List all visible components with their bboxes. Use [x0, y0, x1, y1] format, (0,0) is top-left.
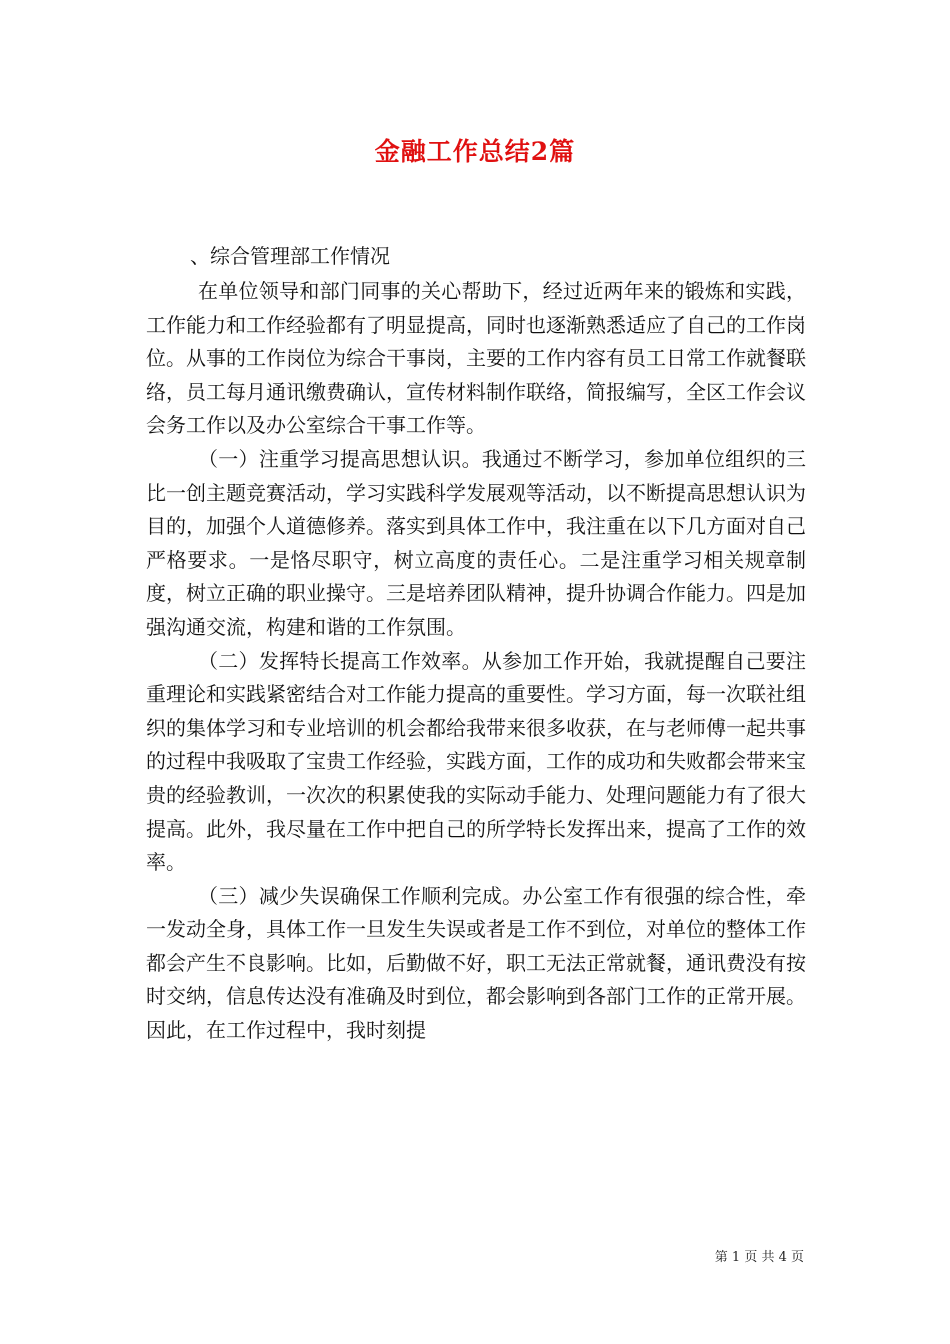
paragraph-two: （二）发挥特长提高工作效率。从参加工作开始，我就提醒自己要注重理论和实践紧密结合对工作能力提高的重要性。学习方面，每一次联社组织的集体学习和专业培训的机会都给我带来很多收获，在与老师傅一起共事的过程中我吸取了宝贵工作经验，实践方面，工作的成功和失败都会带来宝贵的经验教训，一次次的积累使我的实际动手能力、处理问题能力有了很大提高。此外，我尽量在工作中把自己的所学特长发挥出来，提高了工作的效率。 [146, 648, 806, 875]
document-body [146, 275, 806, 1048]
paragraph-intro: 在单位领导和部门同事的关心帮助下，经过近两年来的锻炼和实践，工作能力和工作经验都有了明显提高，同时也逐渐熟悉适应了自己的工作岗位。从事的工作岗位为综合干事岗，主要的工作内容有员工日常工作就餐联络，员工每月通讯缴费确认，宣传材料制作联络，简报编写，全区工作会议会务工作以及办公室综合干事工作等。 [146, 279, 806, 438]
document-title: 金融工作总结2篇 [374, 137, 576, 166]
paragraph-three: （三）减少失误确保工作顺利完成。办公室工作有很强的综合性，牵一发动全身，具体工作一旦发生失误或者是工作不到位，对单位的整体工作都会产生不良影响。比如，后勤做不好，职工无法正常就餐，通讯费没有按时交纳，信息传达没有准确及时到位，都会影响到各部门工作的正常开展。因此，在工作过程中，我时刻提 [146, 883, 806, 1043]
paragraph-one: （一）注重学习提高思想认识。我通过不断学习，参加单位组织的三比一创主题竞赛活动，学习实践科学发展观等活动，以不断提高思想认识为目的，加强个人道德修养。落实到具体工作中，我注重在以下几方面对自己严格要求。一是恪尽职守，树立高度的责任心。二是注重学习相关规章制度，树立正确的职业操守。三是培养团队精神，提升协调合作能力。四是加强沟通交流，构建和谐的工作氛围。 [146, 446, 806, 639]
page-number-footer: 第 1 页 共 4 页 [714, 1250, 804, 1265]
section-heading: 、综合管理部工作情况 [190, 244, 390, 268]
